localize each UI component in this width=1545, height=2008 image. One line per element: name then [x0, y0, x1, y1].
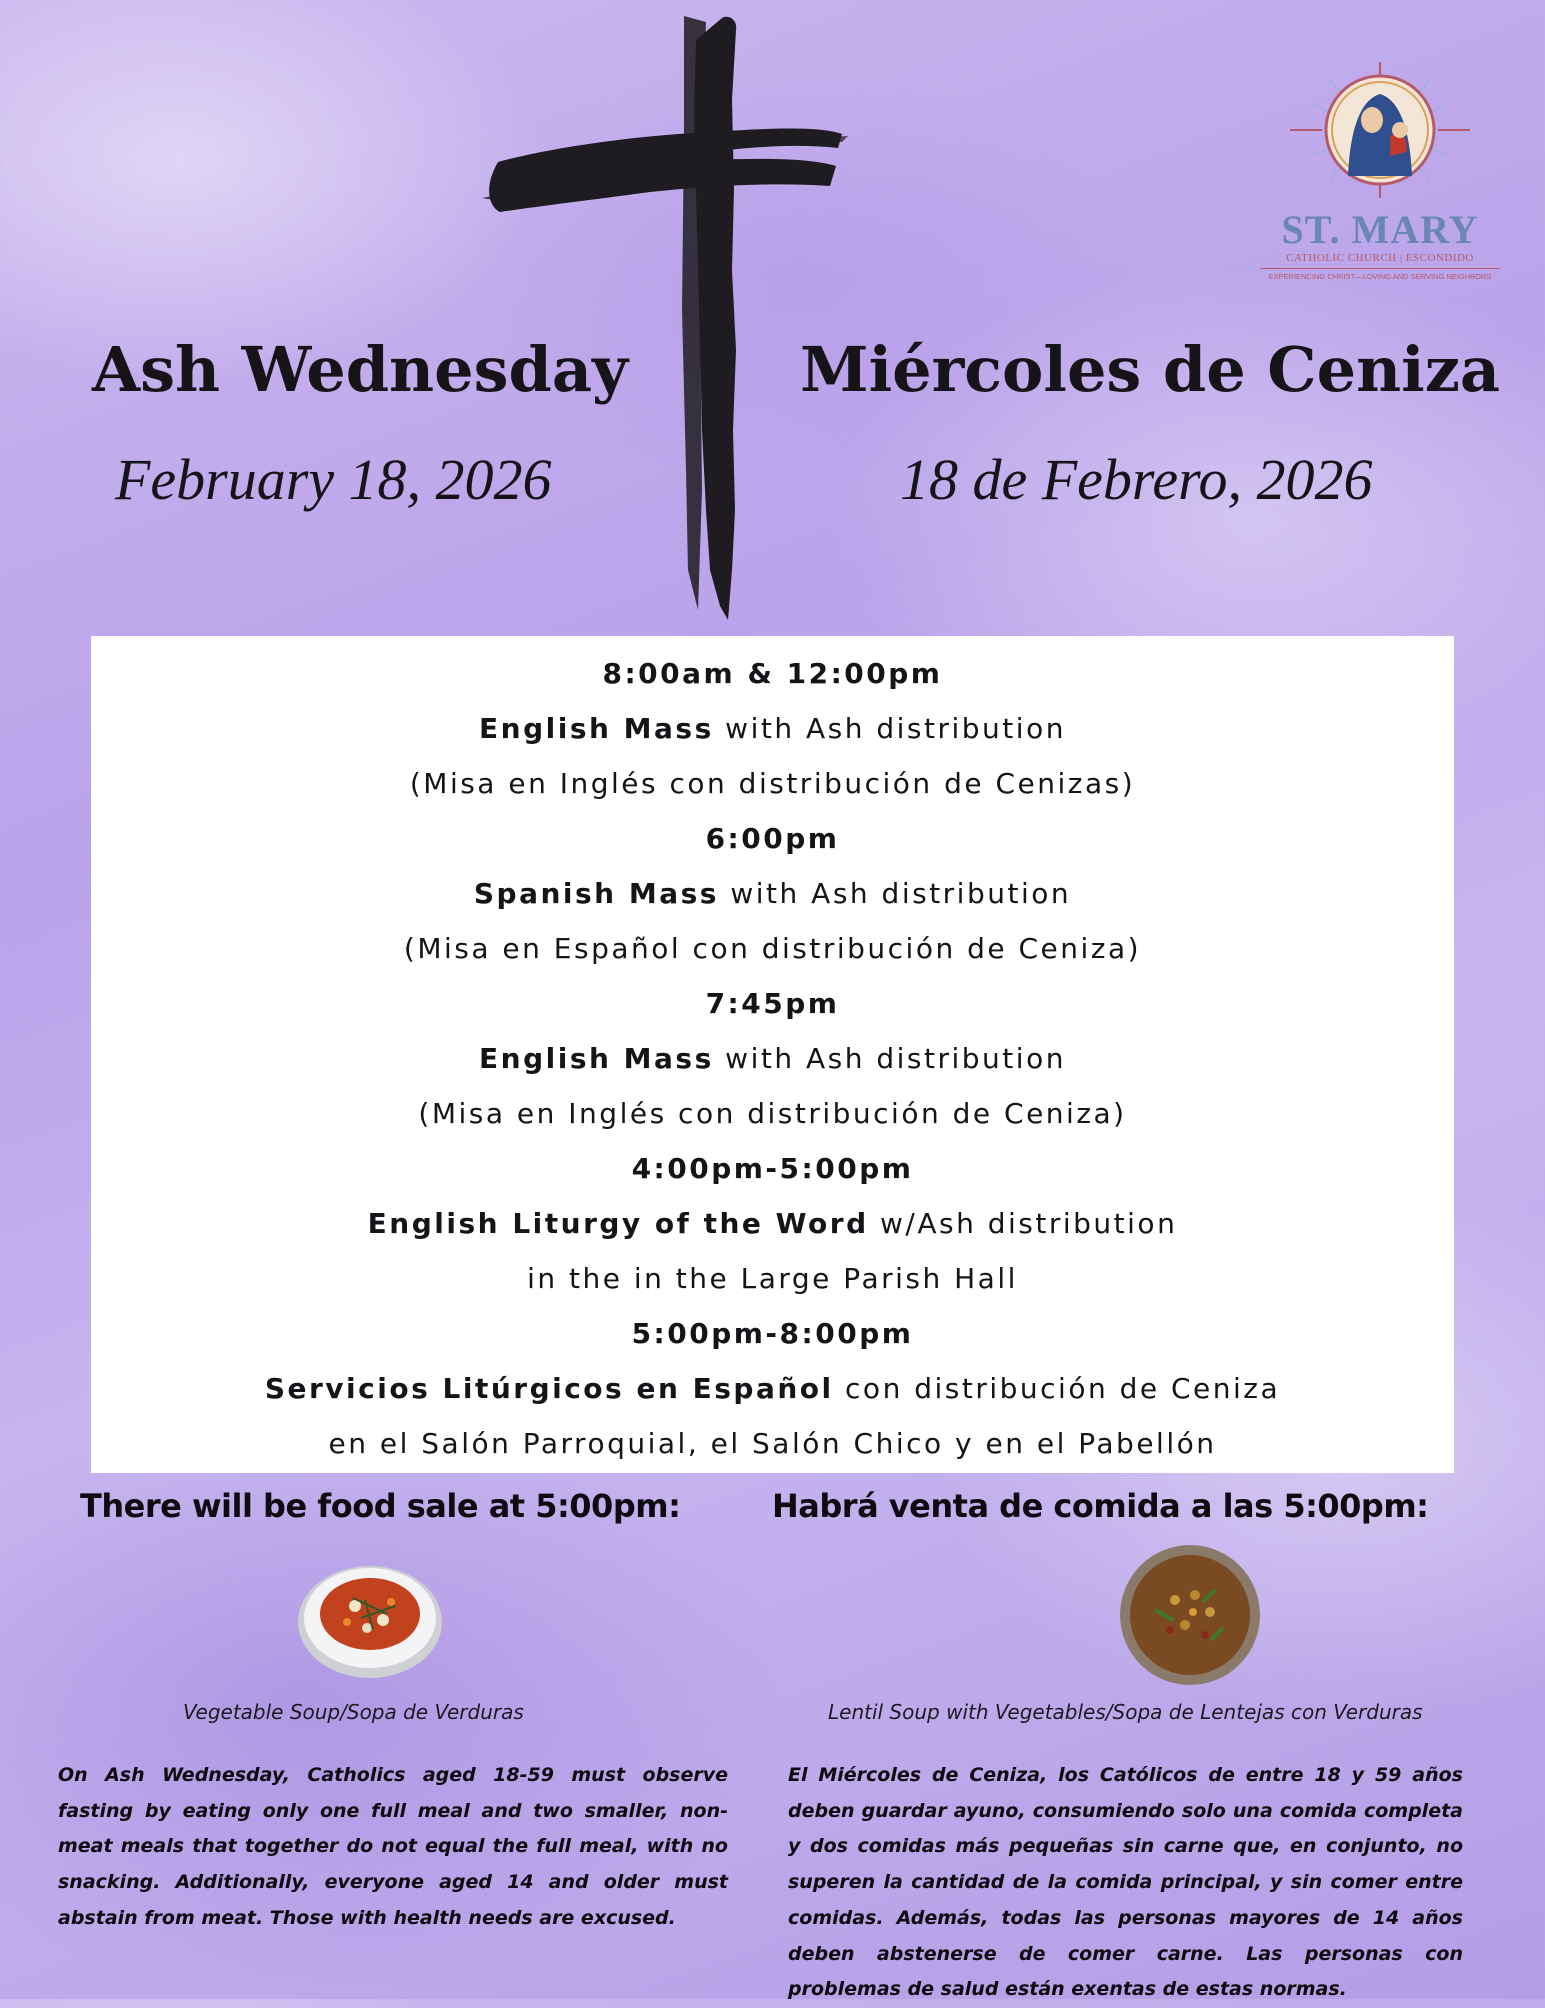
schedule-subtext: en el Salón Parroquial, el Salón Chico y en el Pabellón: [328, 1427, 1217, 1460]
schedule-service-name: Spanish Mass: [473, 877, 719, 910]
title-spanish: Miércoles de Ceniza: [800, 333, 1501, 406]
schedule-service-detail: with Ash distribution: [718, 877, 1072, 910]
schedule-subtext: (Misa en Inglés con distribución de Ceniza): [418, 1097, 1127, 1130]
schedule-service: [91, 1196, 1454, 1251]
food-sale-heading-spanish: Habrá venta de comida a las 5:00pm:: [772, 1487, 1429, 1525]
schedule-service: [91, 1031, 1454, 1086]
date-english: February 18, 2026: [115, 447, 552, 512]
schedule-subtext: (Misa en Español con distribución de Ceniza): [403, 932, 1142, 965]
food-sale-heading-english: There will be food sale at 5:00pm:: [80, 1487, 681, 1525]
logo-divider: [1260, 268, 1500, 269]
schedule-service-name: English Liturgy of the Word: [367, 1207, 869, 1240]
food-caption-english: Vegetable Soup/Sopa de Verduras: [183, 1700, 524, 1724]
lentil-soup-bowl-icon: [1115, 1540, 1265, 1690]
schedule-service: [91, 701, 1454, 756]
schedule-service: [91, 1361, 1454, 1416]
fasting-note-english: On Ash Wednesday, Catholics aged 18-59 must observe fasting by eating only one full meal and two smaller, non-meat meals that together do not equal the full meal, with no snacking. Additionally, everyone aged 14 and older must abstain from meat. Those with health needs are excused.: [58, 1764, 728, 1929]
mass-schedule: [91, 636, 1454, 1473]
ash-cross-icon: [470, 10, 850, 630]
food-caption-spanish: Lentil Soup with Vegetables/Sopa de Lentejas con Verduras: [828, 1700, 1423, 1724]
schedule-time: 6:00pm: [705, 822, 840, 855]
schedule-service-detail: with Ash distribution: [713, 712, 1066, 745]
schedule-service-name: English Mass: [479, 1042, 714, 1075]
logo-tagline: EXPERIENCING CHRIST—LOVING AND SERVING NEIGHBORS: [1268, 272, 1492, 281]
schedule-service-detail: w/Ash distribution: [868, 1207, 1178, 1240]
schedule-subtext: (Misa en Inglés con distribución de Cenizas): [409, 767, 1136, 800]
schedule-time: 4:00pm-5:00pm: [631, 1152, 914, 1185]
schedule-time: 7:45pm: [705, 987, 840, 1020]
parish-logo: [1250, 60, 1510, 290]
date-spanish: 18 de Febrero, 2026: [900, 447, 1373, 512]
schedule-service: [91, 866, 1454, 921]
vegetable-soup-bowl-icon: [295, 1540, 445, 1690]
logo-subtitle: CATHOLIC CHURCH | ESCONDIDO: [1286, 252, 1474, 264]
parish-logo-icon: [1250, 60, 1510, 200]
schedule-subtext: in the in the Large Parish Hall: [527, 1262, 1018, 1295]
fasting-note-spanish: El Miércoles de Ceniza, los Católicos de entre 18 y 59 años deben guardar ayuno, consumiendo solo una comida completa y dos comidas más pequeñas sin carne que, en conjunto, no superen la cantidad de la comida principal, y sin comer entre comidas. Además, todas las personas mayores de 14 años deben abstenerse de comer carne. Las personas con problemas de salud están exentas de estas normas.: [788, 1764, 1463, 2001]
schedule-service-name: Servicios Litúrgicos en Español: [264, 1372, 834, 1405]
schedule-service-name: English Mass: [479, 712, 714, 745]
schedule-time: 8:00am & 12:00pm: [602, 657, 943, 690]
title-english: Ash Wednesday: [92, 333, 629, 406]
schedule-service-detail: with Ash distribution: [713, 1042, 1066, 1075]
logo-name: ST. MARY: [1281, 207, 1479, 252]
schedule-service-detail: con distribución de Ceniza: [833, 1372, 1281, 1405]
schedule-time: 5:00pm-8:00pm: [631, 1317, 914, 1350]
